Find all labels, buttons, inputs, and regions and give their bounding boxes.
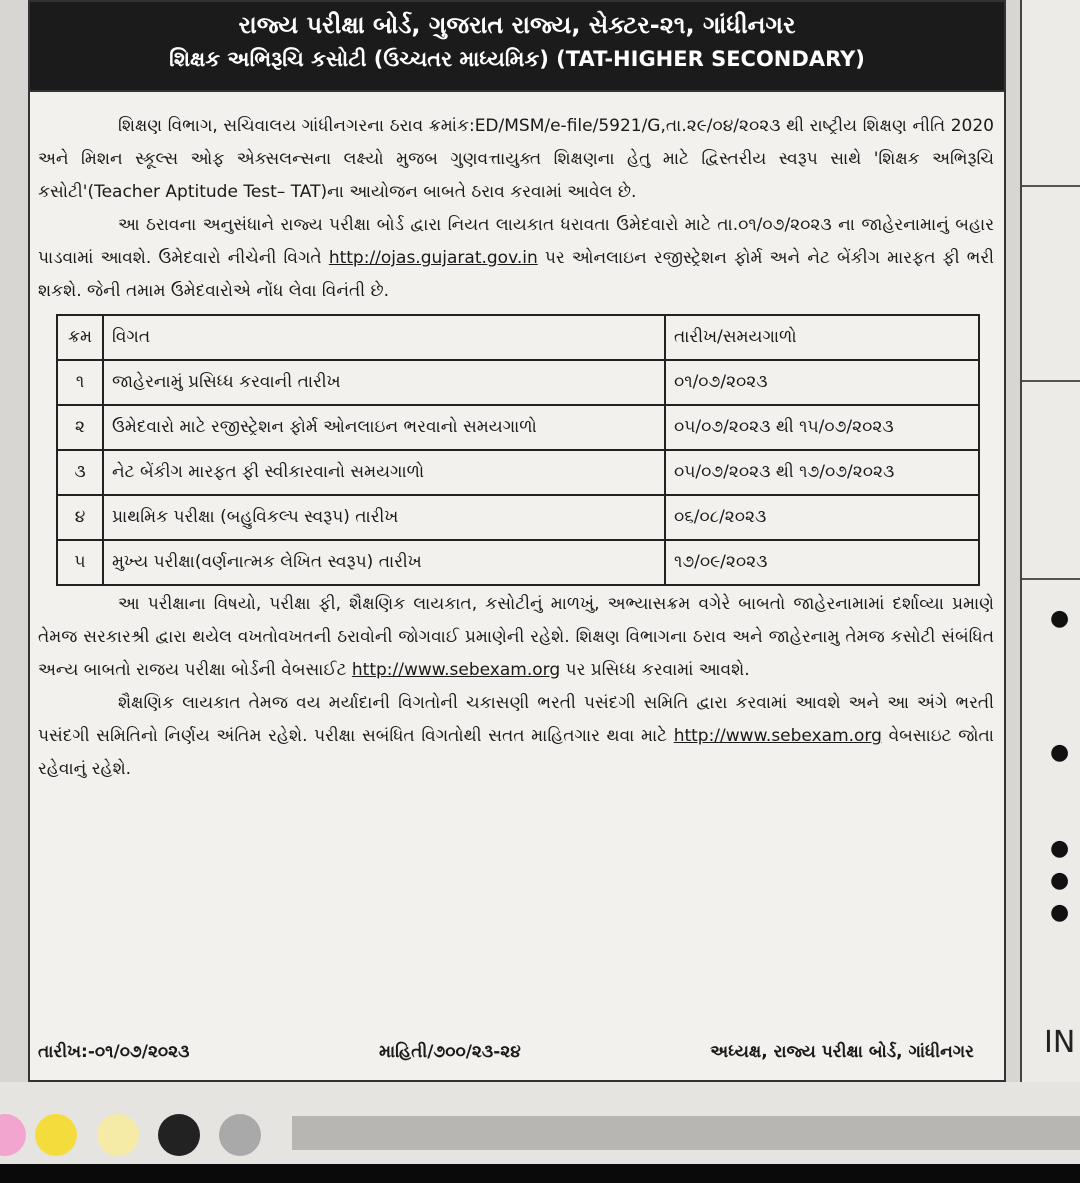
paragraph-4: [38, 687, 994, 786]
paragraph-2-text-b: પર ઓનલાઇન રજીસ્ટ્રેશન ફોર્મ અને નેટ બેંકીગ મારફત ફી ભરી શકશે. જેની તમામ ઉમેદવારોએ નોંધ લેવા વિનંતી છે.: [38, 248, 995, 301]
bullet-icon: ●: [1050, 900, 1070, 925]
signatory: અધ્યક્ષ, રાજ્ય પરીક્ષા બોર્ડ, ગાંધીનગર: [710, 1042, 974, 1062]
row-detail: ઉમેદવારો માટે રજીસ્ટ્રેશન ફોર્મ ઓનલાઇન ભરવાનો સમયગાળો: [103, 405, 665, 450]
black-color-swatch[interactable]: [158, 1114, 200, 1156]
table-header-row: [57, 315, 979, 360]
paragraph-3: [38, 588, 994, 687]
row-serial: ૩: [57, 450, 103, 495]
table-row: [57, 360, 979, 405]
notice-body: [30, 92, 1004, 786]
table-row: [57, 450, 979, 495]
row-date: ૧૭/૦૯/૨૦૨૩: [665, 540, 979, 585]
row-serial: ૫: [57, 540, 103, 585]
table-row: [57, 405, 979, 450]
schedule-table: [56, 314, 980, 586]
gray-strip: [292, 1116, 1080, 1150]
divider: [1022, 185, 1080, 187]
notice-reference: માહિતી/૭૦૦/૨૩-૨૪: [378, 1042, 521, 1062]
col-header-serial: ક્રમ: [57, 315, 103, 360]
exam-title: શિક્ષક અભિરૂચિ કસોટી (ઉચ્ચતર માધ્યમિક) (TAT-HIGHER SECONDARY): [169, 47, 865, 71]
bullet-icon: ●: [1050, 606, 1070, 631]
paragraph-2-text-a: આ ઠરાવના અનુસંધાને રાજ્ય પરીક્ષા બોર્ડ દ્વારા નિયત લાયકાત ધરાવતા ઉમેદવારો માટે તા.૦૧/૦૭/૨૦૨૩ ના જાહેરનામાનું બહાર પાડવામાં આવશે. ઉમેદવારો નીચેની વિગતે: [38, 215, 994, 268]
row-date: ૦૫/૦૭/૨૦૨૩ થી ૧૭/૦૭/૨૦૨૩: [665, 450, 979, 495]
screen-bottom-band: [0, 1164, 1080, 1183]
light-yellow-color-swatch[interactable]: [97, 1114, 139, 1156]
table-row: [57, 495, 979, 540]
paragraph-4-text-b: વેબસાઇટ જોતા રહેવાનું રહેશે.: [38, 726, 994, 779]
row-date: ૦૧/૦૭/૨૦૨૩: [665, 360, 979, 405]
divider: [1022, 578, 1080, 580]
yellow-color-swatch[interactable]: [35, 1114, 77, 1156]
bullet-icon: ●: [1050, 868, 1070, 893]
paragraph-2: [38, 209, 994, 308]
notice-footer: [38, 1042, 974, 1062]
paragraph-4-text-a: શૈક્ષણિક લાયકાત તેમજ વય મર્યાદાની વિગતોની ચકાસણી ભરતી પસંદગી સમિતિ દ્વારા કરવામાં આવશે અને આ અંગે ભરતી પસંદગી સમિતિનો નિર્ણય અંતિમ રહેશે. પરીક્ષા સબંધિત વિગતોથી સતત માહિતગાર થવા માટે: [38, 693, 994, 746]
ojas-link[interactable]: http://ojas.gujarat.gov.in: [328, 248, 538, 268]
row-serial: ૪: [57, 495, 103, 540]
row-date: ૦૬/૦૮/૨૦૨૩: [665, 495, 979, 540]
row-serial: ૨: [57, 405, 103, 450]
table-row: [57, 540, 979, 585]
row-detail: મુખ્ય પરીક્ષા(વર્ણનાત્મક લેખિત સ્વરૂપ) તારીખ: [103, 540, 665, 585]
gray-color-swatch[interactable]: [219, 1114, 261, 1156]
press-notice: [28, 0, 1006, 1082]
row-detail: નેટ બેંકીગ મારફત ફી સ્વીકારવાનો સમયગાળો: [103, 450, 665, 495]
paragraph-1: શિક્ષણ વિભાગ, સચિવાલય ગાંધીનગરના ઠરાવ ક્રમાંક:ED/MSM/e-file/5921/G,તા.૨૯/૦૪/૨૦૨૩ થી રાષ્ટ્રીય શિક્ષણ નીતિ 2020 અને મિશન સ્કૂલ્સ ઓફ એક્સલન્સના લક્ષ્યો મુજબ ગુણવત્તાયુક્ત શિક્ષણના હેતુ માટે દ્વિસ્તરીય સ્વરૂપ સાથે 'શિક્ષક અભિરૂચિ કસોટી'(Teacher Aptitude Test– TAT)ના આયોજન બાબતે ઠરાવ કરવામાં આવેલ છે.: [38, 116, 994, 202]
board-title: રાજ્ય પરીક્ષા બોર્ડ, ગુજરાત રાજ્ય, સેક્ટર-૨૧, ગાંધીનગર: [238, 11, 796, 39]
row-detail: જાહેરનામું પ્રસિધ્ધ કરવાની તારીખ: [103, 360, 665, 405]
sebexam-link[interactable]: http://www.sebexam.org: [351, 660, 561, 680]
bullet-icon: ●: [1050, 836, 1070, 861]
cut-off-text: IN: [1044, 1025, 1076, 1060]
notice-date: તારીખ:-૦૧/૦૭/૨૦૨૩: [38, 1042, 190, 1062]
divider: [1022, 380, 1080, 382]
col-header-detail: વિગત: [103, 315, 665, 360]
notice-header: [30, 2, 1004, 92]
row-serial: ૧: [57, 360, 103, 405]
paragraph-3-text-a: આ પરીક્ષાના વિષયો, પરીક્ષા ફી, શૈક્ષણિક લાયકાત, કસોટીનું માળખું, અભ્યાસક્રમ વગેરે બાબતો જાહેરનામામાં દર્શાવ્યા પ્રમાણે તેમજ સરકારશ્રી દ્વારા થયેલ વખતોવખતની ઠરાવોની જોગવાઈ પ્રમાણેની રહેશે. શિક્ષણ વિભાગના ઠરાવ અને જાહેરનામુ તેમજ કસોટી સંબંધિત અન્ય બાબતો રાજય પરીક્ષા બોર્ડની વેબસાઈટ: [38, 594, 994, 680]
row-detail: પ્રાથમિક પરીક્ષા (બહુવિકલ્પ સ્વરૂપ) તારીખ: [103, 495, 665, 540]
col-header-date: તારીખ/સમયગાળો: [665, 315, 979, 360]
paragraph-3-text-b: પર પ્રસિધ્ધ કરવામાં આવશે.: [565, 660, 750, 680]
bullet-icon: ●: [1050, 740, 1070, 765]
sebexam-link-2[interactable]: http://www.sebexam.org: [673, 726, 882, 746]
row-date: ૦૫/૦૭/૨૦૨૩ થી ૧૫/૦૭/૨૦૨૩: [665, 405, 979, 450]
